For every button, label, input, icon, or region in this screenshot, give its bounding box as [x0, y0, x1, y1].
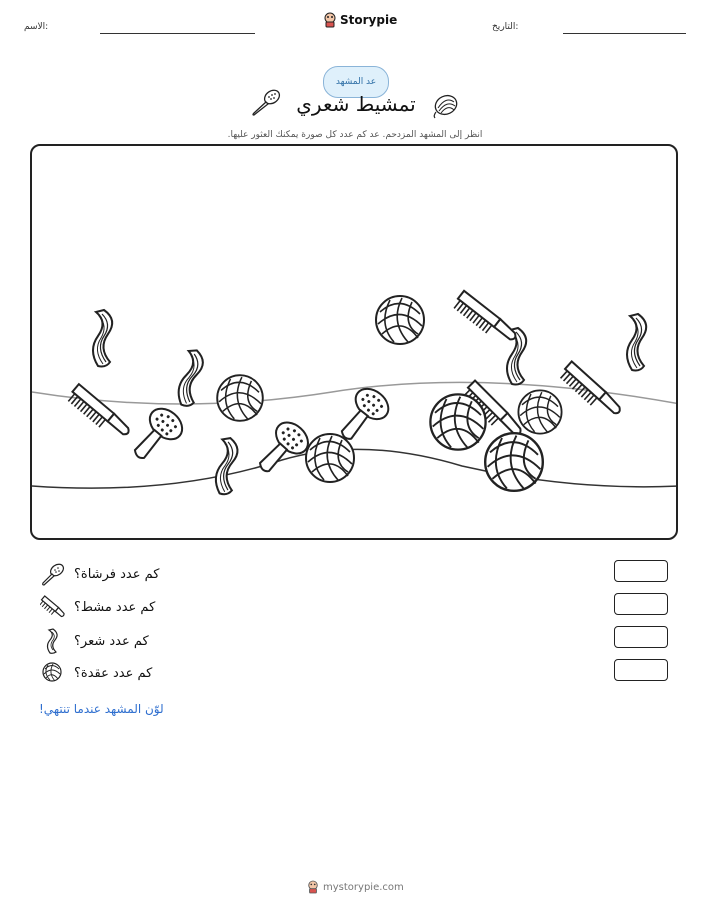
question-knot — [40, 661, 152, 685]
scene-count-badge: عد المشهد — [323, 66, 389, 98]
answer-box-knot[interactable] — [614, 659, 668, 681]
date-field[interactable] — [563, 33, 686, 34]
question-text: كم عدد عقدة؟ — [74, 665, 153, 681]
color-instruction: لوّن المشهد عندما تنتهي! — [39, 702, 164, 716]
comb-item — [452, 291, 519, 349]
hair-lock-icon — [40, 628, 66, 654]
footer — [307, 880, 404, 894]
instructions: انظر إلى المشهد المزدحم. عد كم عدد كل صورة يمكنك العثور عليها. — [227, 130, 483, 140]
question-text: كم عدد شعر؟ — [74, 633, 149, 649]
counting-scene[interactable] — [30, 144, 678, 540]
question-hair — [40, 628, 149, 654]
question-hairbrush — [40, 562, 159, 586]
answer-box-comb[interactable] — [614, 593, 668, 615]
comb-icon — [40, 595, 66, 619]
footer-url[interactable]: mystorypie.com — [323, 881, 404, 893]
hair-lock-item — [627, 314, 646, 371]
answer-box-hairbrush[interactable] — [614, 560, 668, 582]
hair-lock-item — [93, 310, 112, 367]
hairbrush-icon — [40, 562, 66, 586]
hair-lock-item — [176, 349, 205, 408]
hairbrush-item — [125, 402, 189, 468]
hair-knot-icon — [40, 661, 66, 685]
answer-box-hair[interactable] — [614, 626, 668, 648]
storypie-mascot-icon — [307, 880, 319, 894]
name-label: الاسم: — [24, 22, 49, 32]
page-title: تمشيط شعري — [296, 92, 416, 116]
hair-knot-item — [376, 296, 424, 344]
background-wave-dark — [32, 449, 678, 488]
date-label: التاريخ: — [492, 22, 519, 32]
hair-knot-icon — [430, 92, 460, 120]
comb-item — [558, 361, 623, 422]
scene-drawing — [32, 146, 678, 540]
hair-knot-item — [485, 433, 543, 491]
question-text: كم عدد مشط؟ — [74, 599, 156, 615]
question-comb — [40, 595, 155, 619]
brand-name: Storypie — [340, 13, 398, 27]
hair-knot-item — [518, 390, 561, 433]
question-text: كم عدد فرشاة؟ — [74, 566, 160, 582]
comb-item — [66, 384, 132, 444]
storypie-logo — [323, 12, 397, 28]
hair-knot-item — [217, 375, 263, 421]
hairbrush-item — [250, 416, 314, 482]
storypie-mascot-icon — [323, 12, 337, 28]
name-field[interactable] — [100, 33, 255, 34]
hair-knot-item — [430, 394, 485, 449]
hair-lock-item — [215, 437, 239, 495]
hair-knot-item — [306, 434, 354, 482]
